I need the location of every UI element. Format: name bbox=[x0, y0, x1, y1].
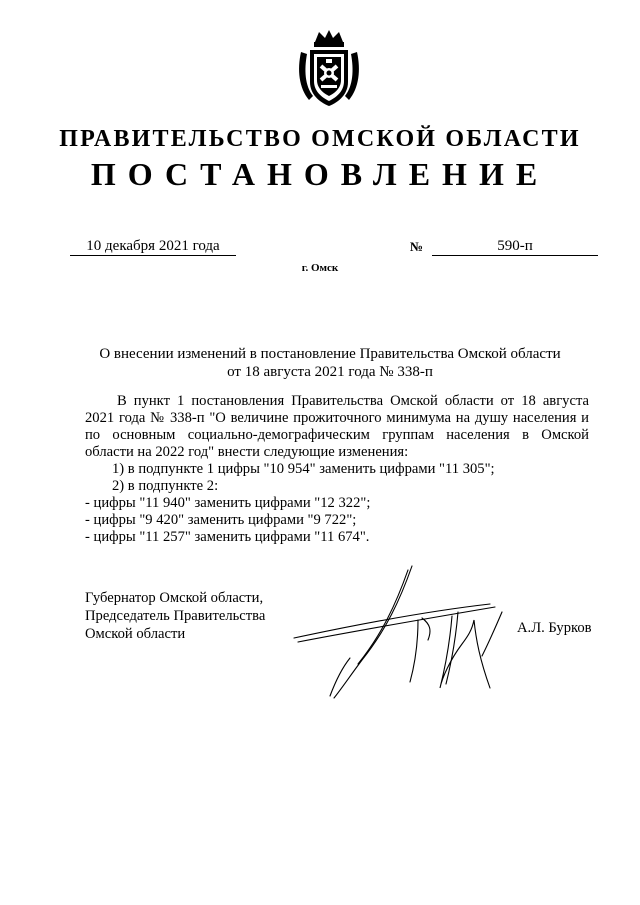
paragraph-line: по основным социально-демографическим группам населения в Омской bbox=[85, 427, 589, 443]
paragraph-line: В пункт 1 постановления Правительства Омской области от 18 августа bbox=[117, 393, 589, 409]
document-type: ПОСТАНОВЛЕНИЕ bbox=[90, 156, 550, 192]
organization-name: ПРАВИТЕЛЬСТВО ОМСКОЙ ОБЛАСТИ bbox=[59, 126, 581, 152]
number-label: № bbox=[410, 239, 424, 254]
signer-position bbox=[85, 589, 265, 643]
handwritten-signature bbox=[290, 560, 520, 710]
paragraph-line: области на 2022 год" внести следующие изменения: bbox=[85, 444, 409, 460]
coat-of-arms-icon bbox=[297, 30, 361, 108]
signer-position-line: Председатель Правительства bbox=[85, 608, 266, 624]
paragraph-line: 2021 года № 338-п "О величине прожиточного минимума на душу населения и bbox=[85, 410, 589, 426]
document-title bbox=[80, 345, 580, 381]
title-line: от 18 августа 2021 года № 338-п bbox=[227, 364, 433, 380]
signer-position-line: Губернатор Омской области, bbox=[85, 590, 264, 606]
document-body bbox=[85, 393, 589, 546]
document-number: 590-п bbox=[432, 238, 598, 256]
list-item: 1) в подпункте 1 цифры "10 954" заменить цифрами "11 305"; bbox=[112, 461, 495, 477]
title-line: О внесении изменений в постановление Правительства Омской области bbox=[99, 346, 561, 362]
sub-list-item: - цифры "11 940" заменить цифрами "12 322"; bbox=[85, 495, 371, 511]
sub-list-item: - цифры "11 257" заменить цифрами "11 674". bbox=[85, 529, 370, 545]
list-item: 2) в подпункте 2: bbox=[112, 478, 219, 494]
signer-name: А.Л. Бурков bbox=[517, 620, 592, 636]
signer-position-line: Омской области bbox=[85, 626, 186, 642]
sub-list-item: - цифры "9 420" заменить цифрами "9 722"; bbox=[85, 512, 357, 528]
document-date: 10 декабря 2021 года bbox=[70, 238, 236, 256]
document-city: г. Омск bbox=[301, 262, 339, 274]
